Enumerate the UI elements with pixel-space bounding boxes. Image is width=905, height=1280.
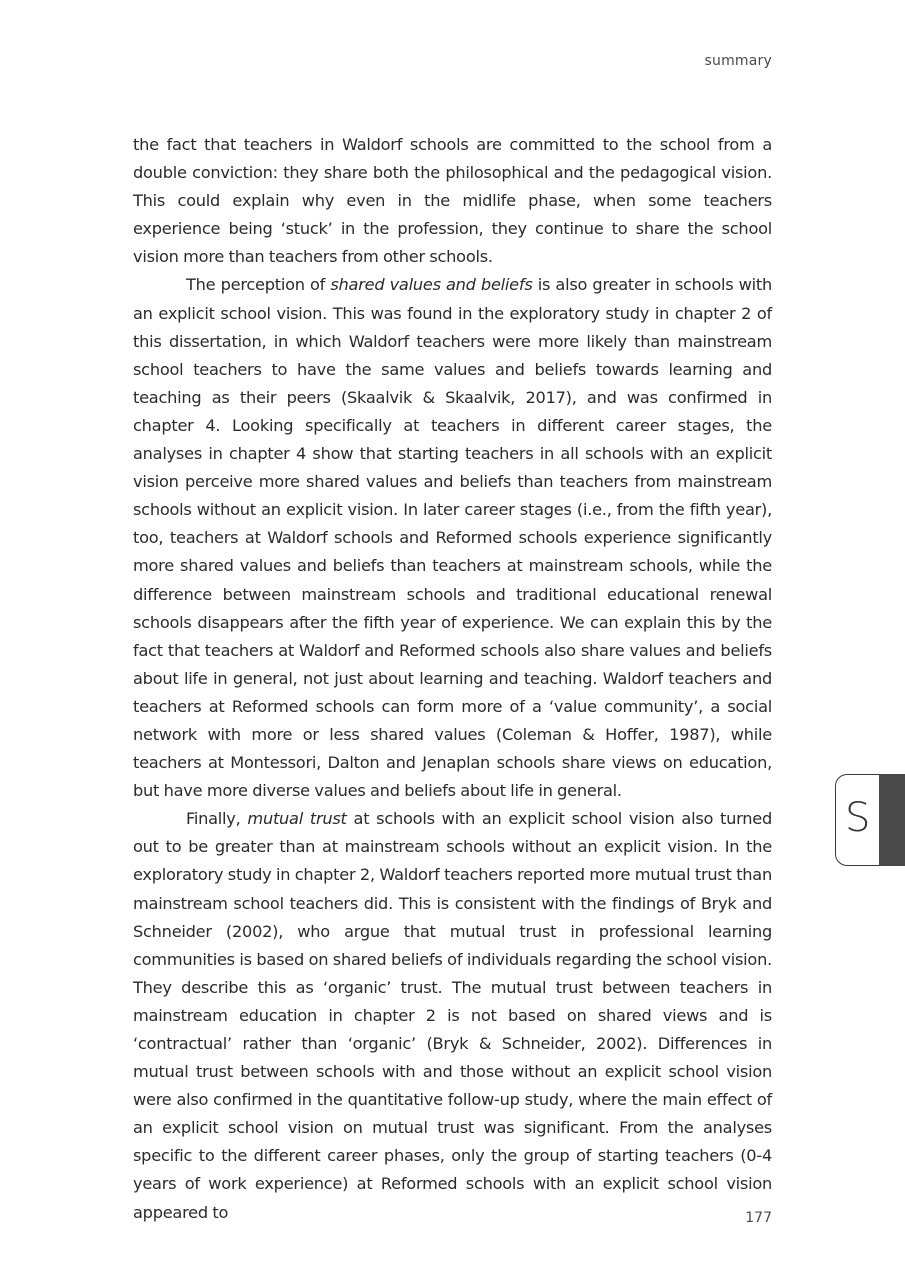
running-header: summary (704, 53, 772, 69)
paragraph-text: is also greater in schools with an explicit school vision. This was found in the exploratory study in chapter 2 of this dissertation, in which Waldorf teachers were more likely than mainstream school teachers to have the same values and beliefs towards learning and teaching as their peers (Skaalvik & Skaalvik, 2017), and was confirmed in chapter 4. Looking specifically at teachers in different career stages, the analyses in chapter 4 show that starting teachers in all schools with an explicit vision perceive more shared values and beliefs than teachers from mainstream schools without an explicit vision. In later career stages (i.e., from the fifth year), too, teachers at Waldorf schools and Reformed schools experience significantly more shared values and beliefs than teachers at mainstream schools, while the difference between mainstream schools and traditional educational renewal schools disappears after the fifth year of experience. We can explain this by the fact that teachers at Waldorf and Reformed schools also share values and beliefs about life in general, not just about learning and teaching. Waldorf teachers and teachers at Reformed schools can form more of a ‘value community’, a social network with more or less shared values (Coleman & Hoffer, 1987), while teachers at Montessori, Dalton and Jenaplan schools share views on education, but have more diverse values and beliefs about life in general. (133, 275, 772, 801)
paragraph-mutual-trust (133, 805, 772, 1226)
paragraph-continuation: the fact that teachers in Waldorf schools are committed to the school from a double conviction: they share both the philosophical and the pedagogical vision. This could explain why even in the midlife phase, when some teachers experience being ‘stuck’ in the profession, they continue to share the school vision more than teachers from other schools. (133, 135, 772, 267)
chapter-tab-letter: S (845, 795, 871, 841)
paragraph-shared-values (133, 271, 772, 805)
emphasis-term: mutual trust (247, 809, 347, 829)
paragraph-text: Finally, (186, 809, 248, 829)
chapter-tab (835, 774, 905, 866)
body-text (133, 131, 772, 1227)
emphasis-term: shared values and beliefs (330, 275, 533, 295)
paragraph-text: at schools with an explicit school vision also turned out to be greater than at mainstream schools without an explicit vision. In the exploratory study in chapter 2, Waldorf teachers reported more mutual trust than mainstream school teachers did. This is consistent with the findings of Bryk and Schneider (2002), who argue that mutual trust in professional learning communities is based on shared beliefs of individuals regarding the school vision. They describe this as ‘organic’ trust. The mutual trust between teachers in mainstream education in chapter 2 is not based on shared views and is ‘contractual’ rather than ‘organic’ (Bryk & Schneider, 2002). Differences in mutual trust between schools with and those without an explicit school vision were also confirmed in the quantitative follow-up study, where the main effect of an explicit school vision on mutual trust was significant. From the analyses specific to the different career phases, only the group of starting teachers (0-4 years of work experience) at Reformed schools with an explicit school vision appeared to (133, 809, 773, 1222)
page-number: 177 (745, 1210, 772, 1226)
paragraph-text: The perception of (186, 275, 331, 295)
chapter-tab-bar (879, 774, 905, 866)
